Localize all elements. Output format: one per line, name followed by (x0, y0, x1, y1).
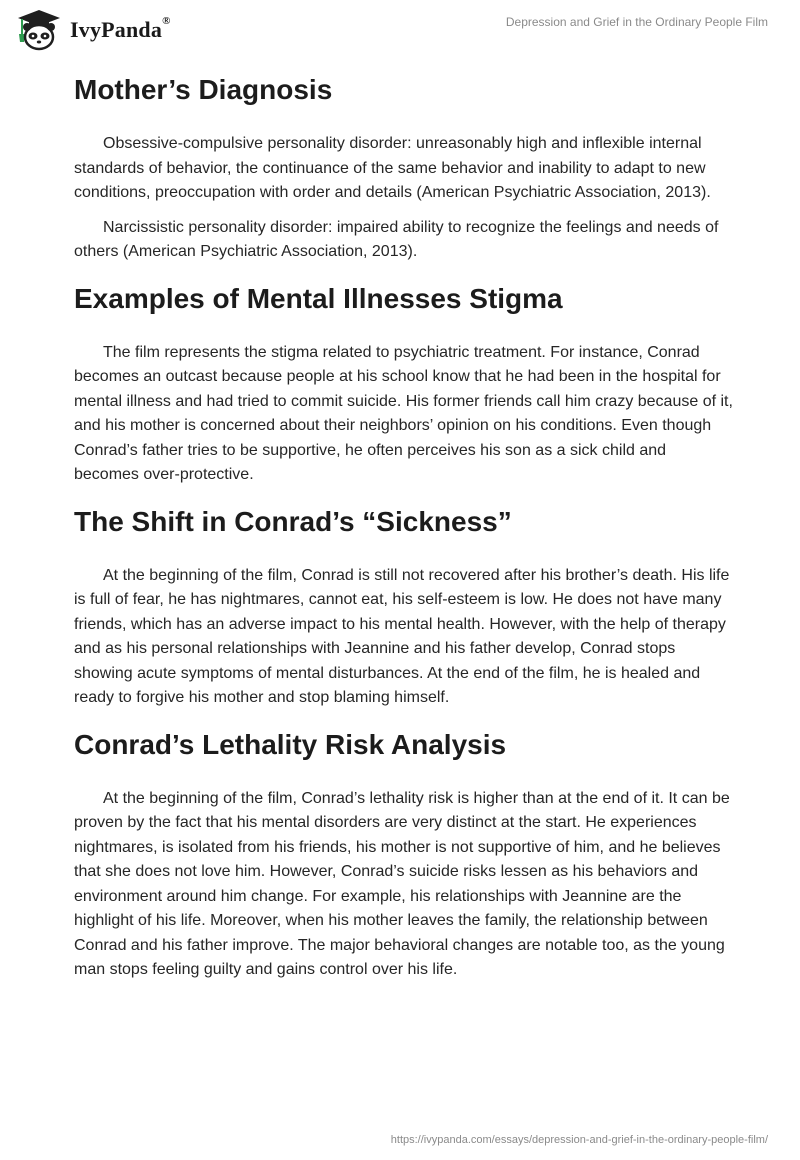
source-url[interactable]: https://ivypanda.com/essays/depression-and-grief-in-the-ordinary-people-film/ (390, 1134, 768, 1146)
paragraph: The film represents the stigma related to psychiatric treatment. For instance, Conrad becomes an outcast because people at his school know that he had been in the hospital for mental illness and had tried to commit suicide. His former friends call him crazy because of it, and his mother is concerned about their neighbors’ opinion on his conditions. Even though Conrad’s father tries to be supportive, he often perceives his son as a sick child and becomes over-protective. (74, 343, 733, 483)
document-title: Depression and Grief in the Ordinary People Film (505, 15, 768, 29)
section-shift-in-sickness (74, 504, 734, 711)
essay-content (74, 72, 734, 999)
paragraph: At the beginning of the film, Conrad’s lethality risk is higher than at the end of it. It can be proven by the fact that his mental disorders are very distinct at the start. He experiences nightmares, is isolated from his friends, his mother is not supportive of him, and he believes that she does not love him. However, Conrad’s suicide risks lessen as his behaviors and environment around him change. For example, his relationships with Jeannine are the highlight of his life. Moreover, when his mother leaves the family, the relationship between Conrad and his father improve. The major behavioral changes are notable too, as the young man stops feeling guilty and gains control over his life. (74, 789, 730, 978)
paragraph: At the beginning of the film, Conrad is still not recovered after his brother’s death. His life is full of fear, he has nightmares, cannot eat, his self-esteem is low. He does not have many friends, which has an adverse impact to his mental health. However, with the help of therapy and as his personal relationships with Jeannine and his father develop, Conrad stops showing acute symptoms of mental disturbances. At the end of the film, he is healed and ready to forgive his mother and stop blaming himself. (74, 566, 730, 706)
paragraph: Narcissistic personality disorder: impaired ability to recognize the feelings and needs of others (American Psychiatric Association, 2013). (74, 218, 719, 260)
paragraph: Obsessive-compulsive personality disorder: unreasonably high and inflexible internal standards of behavior, the continuance of the same behavior and inability to adapt to new conditions, preoccupation with order and details (American Psychiatric Association, 2013). (74, 135, 711, 201)
panda-graduate-icon (14, 8, 64, 52)
section-heading: The Shift in Conrad’s “Sickness” (74, 505, 512, 537)
ivypanda-logo[interactable] (14, 8, 171, 52)
logo-text: IvyPanda® (70, 15, 171, 42)
section-heading: Conrad’s Lethality Risk Analysis (74, 728, 507, 760)
section-lethality-risk (74, 727, 734, 983)
page-header (0, 0, 800, 64)
section-heading: Examples of Mental Illnesses Stigma (74, 282, 563, 314)
section-mothers-diagnosis (74, 72, 734, 265)
section-stigma-examples (74, 281, 734, 488)
section-heading: Mother’s Diagnosis (74, 74, 333, 105)
